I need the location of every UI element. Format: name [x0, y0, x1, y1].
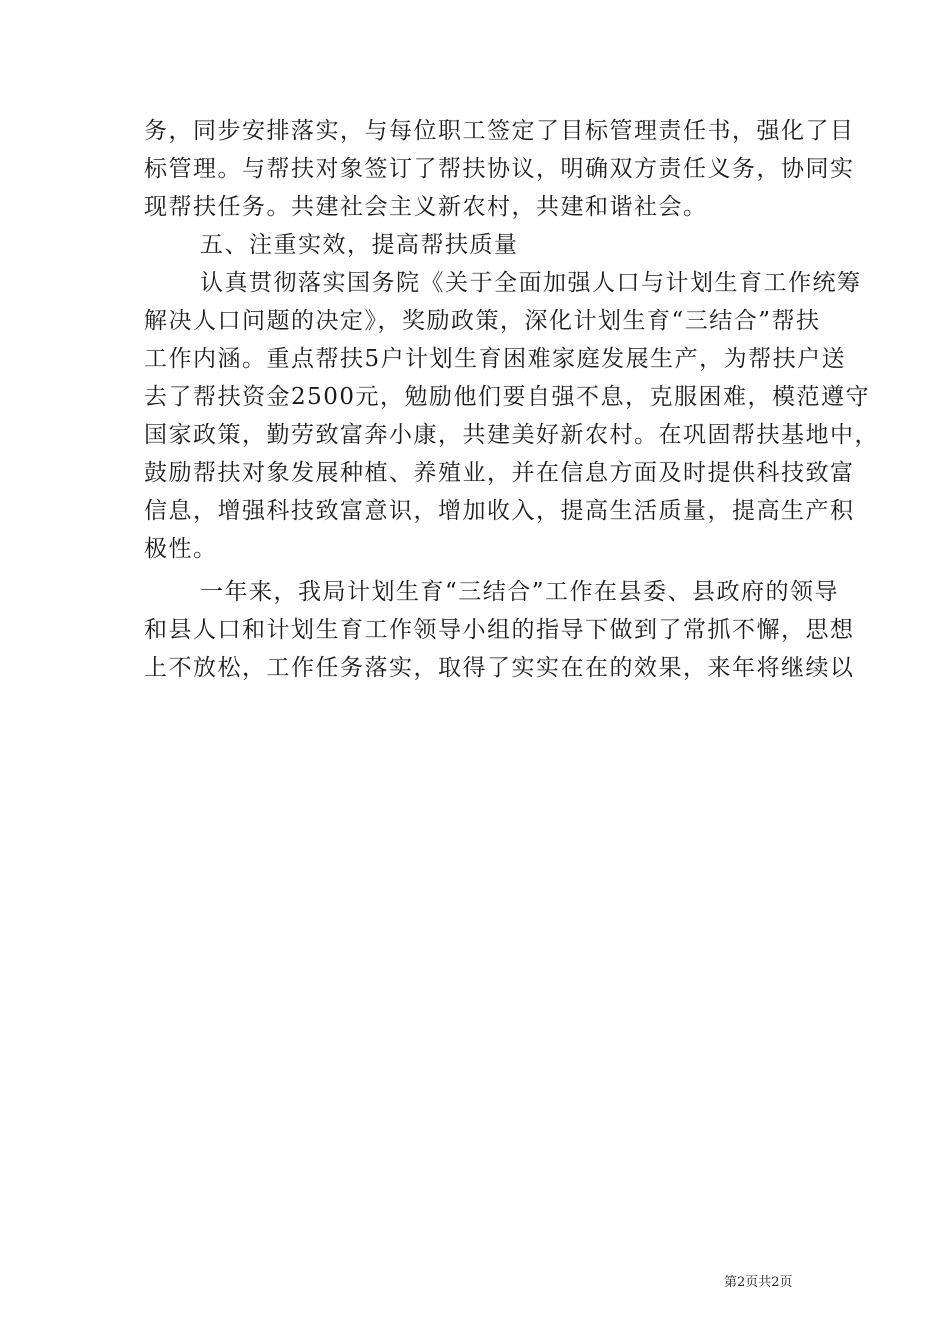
text-line: 一年来，我局计划生育“三结合”工作在县委、县政府的领导 [200, 579, 840, 605]
document-body [144, 112, 879, 687]
text-line: 去了帮扶资金2500元，勉励他们要自强不息，克服困难，模范遵守 [144, 384, 871, 410]
text-line: 认真贯彻落实国务院《关于全面加强人口与计划生育工作统筹 [200, 270, 862, 296]
text-line: 鼓励帮扶对象发展种植、养殖业，并在信息方面及时提供科技致富 [144, 460, 855, 486]
text-line: 极性。 [144, 536, 218, 562]
text-line: 标管理。与帮扶对象签订了帮扶协议，明确双方责任义务，协同实 [144, 156, 855, 182]
paragraph [144, 573, 855, 687]
paragraph-continued [144, 112, 855, 226]
text-line: 解决人口问题的决定》，奖励政策，深化计划生育“三结合”帮扶 [144, 308, 821, 334]
text-line: 上不放松，工作任务落实，取得了实实在在的效果，来年将继续以 [144, 655, 855, 681]
text-line: 国家政策，勤劳致富奔小康，共建美好新农村。在巩固帮扶基地中， [144, 422, 879, 448]
text-line: 现帮扶任务。共建社会主义新农村，共建和谐社会。 [144, 194, 708, 220]
section-heading [144, 226, 824, 264]
text-line: 务，同步安排落实，与每位职工签定了目标管理责任书，强化了目 [144, 118, 855, 144]
text-line: 和县人口和计划生育工作领导小组的指导下做到了常抓不懈，思想 [144, 617, 855, 643]
text-line: 工作内涵。重点帮扶5户计划生育困难家庭发展生产，为帮扶户送 [144, 346, 847, 372]
page-number: 第2页共2页 [724, 1275, 793, 1290]
text-line: 信息，增强科技致富意识，增加收入，提高生活质量，提高生产积 [144, 498, 855, 524]
section-heading-text: 五、注重实效，提高帮扶质量 [200, 232, 519, 258]
paragraph [144, 264, 879, 568]
